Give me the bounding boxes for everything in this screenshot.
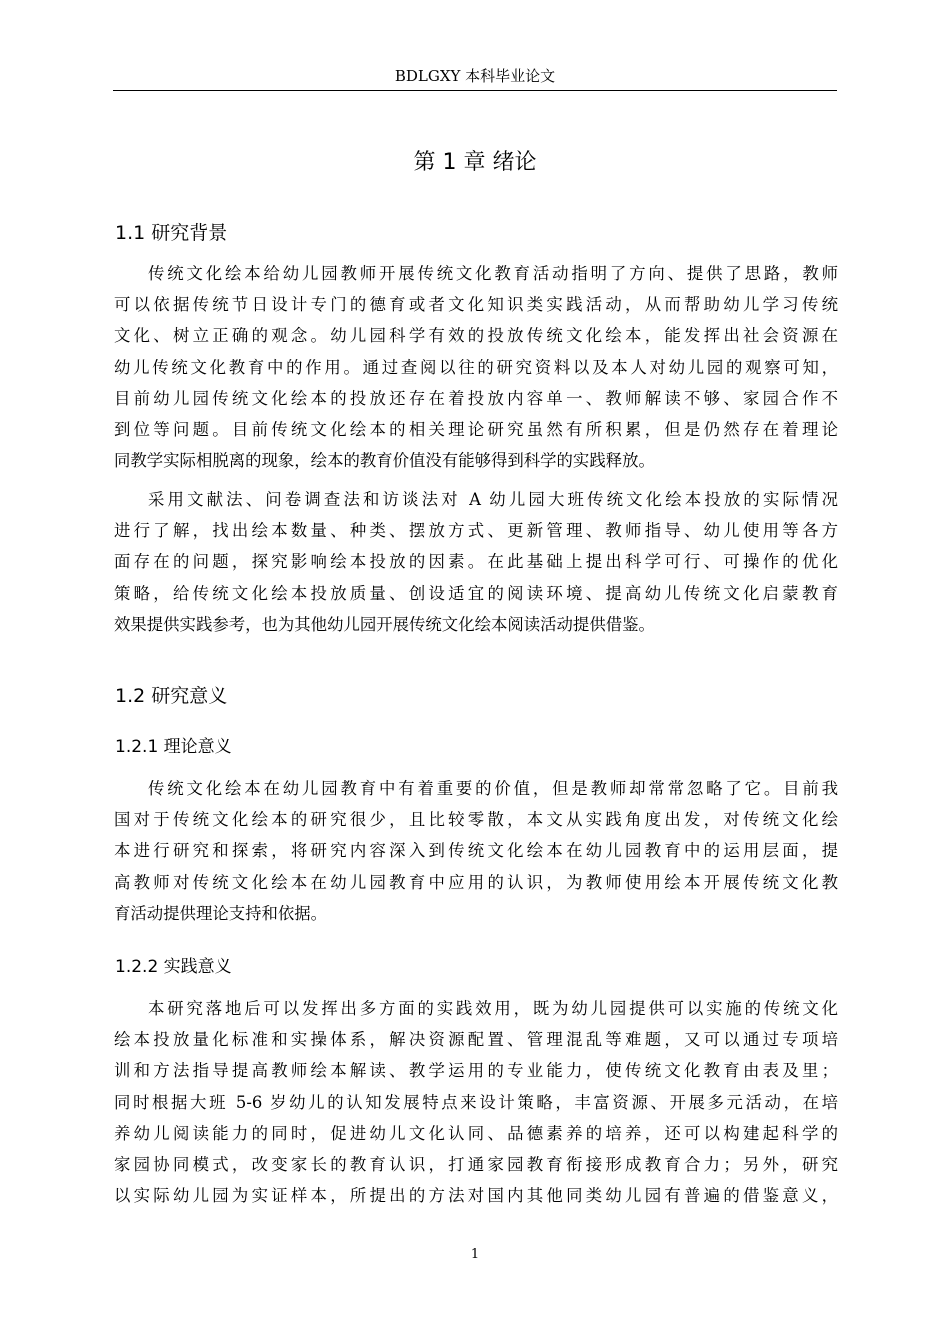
- text-line: 进行了解，找出绘本数量、种类、摆放方式、更新管理、教师指导、幼儿使用等各方: [114, 521, 838, 541]
- text-line: 高教师对传统文化绘本在幼儿园教育中应用的认识，为教师使用绘本开展传统文化教: [114, 872, 838, 892]
- text-line: 本进行研究和探索，将研究内容深入到传统文化绘本在幼儿园教育中的运用层面，提: [114, 841, 838, 861]
- text-line: 家园协同模式，改变家长的教育认识，打通家园教育衔接形成教育合力；另外，研究: [114, 1155, 838, 1175]
- text-line: 训和方法指导提高教师绘本解读、教学运用的专业能力，使传统文化教育由表及里；: [114, 1061, 838, 1081]
- subsection-heading-1-2-2: 1.2.2 实践意义: [115, 957, 232, 977]
- paragraph-1-2-1: [114, 773, 838, 929]
- text-line: 面存在的问题，探究影响绘本投放的因素。在此基础上提出科学可行、可操作的优化: [114, 552, 838, 572]
- header-rule: [113, 90, 837, 91]
- text-line: 本研究落地后可以发挥出多方面的实践效用，既为幼儿园提供可以实施的传统文化: [148, 999, 838, 1018]
- text-line: 可以依据传统节日设计专门的德育或者文化知识类实践活动，从而帮助幼儿学习传统: [114, 295, 838, 315]
- paragraph-1-1-a: [114, 258, 838, 476]
- text-line: 传统文化绘本给幼儿园教师开展传统文化教育活动指明了方向、提供了思路，教师: [148, 264, 838, 283]
- text-line: 文化、树立正确的观念。幼儿园科学有效的投放传统文化绘本，能发挥出社会资源在: [114, 326, 838, 346]
- text-line: 同教学实际相脱离的现象，绘本的教育价值没有能够得到科学的实践释放。: [114, 451, 655, 471]
- text-line: 国对于传统文化绘本的研究很少，且比较零散，本文从实践角度出发，对传统文化绘: [114, 810, 838, 830]
- paragraph-1-2-2: [114, 993, 838, 1211]
- text-line: 育活动提供理论支持和依据。: [114, 903, 328, 923]
- text-line: 以实际幼儿园为实证样本，所提出的方法对国内其他同类幼儿园有普遍的借鉴意义，: [114, 1186, 838, 1206]
- text-line: 绘本投放量化标准和实操体系，解决资源配置、管理混乱等难题，又可以通过专项培: [114, 1030, 838, 1050]
- text-line: 策略，给传统文化绘本投放质量、创设适宜的阅读环境、提高幼儿传统文化启蒙教育: [114, 583, 838, 603]
- text-line: 传统文化绘本在幼儿园教育中有着重要的价值，但是教师却常常忽略了它。目前我: [148, 779, 838, 798]
- section-heading-1-1: 1.1 研究背景: [115, 222, 228, 244]
- text-line: 采用文献法、问卷调查法和访谈法对 A 幼儿园大班传统文化绘本投放的实际情况: [148, 490, 838, 509]
- text-line: 效果提供实践参考，也为其他幼儿园开展传统文化绘本阅读活动提供借鉴。: [114, 614, 655, 634]
- text-line: 同时根据大班 5-6 岁幼儿的认知发展特点来设计策略，丰富资源、开展多元活动，在培: [114, 1092, 838, 1112]
- page-number: 1: [470, 1247, 480, 1262]
- text-line: 目前幼儿园传统文化绘本的投放还存在着投放内容单一、教师解读不够、家园合作不: [114, 388, 838, 408]
- text-line: 到位等问题。目前传统文化绘本的相关理论研究虽然有所积累，但是仍然存在着理论: [114, 420, 838, 440]
- paragraph-1-1-b: [114, 484, 838, 640]
- running-header: BDLGXY 本科毕业论文: [394, 67, 556, 85]
- subsection-heading-1-2-1: 1.2.1 理论意义: [115, 737, 232, 757]
- text-line: 养幼儿阅读能力的同时，促进幼儿文化认同、品德素养的培养，还可以构建起科学的: [114, 1123, 838, 1143]
- text-line: 幼儿传统文化教育中的作用。通过查阅以往的研究资料以及本人对幼儿园的观察可知，: [114, 357, 838, 377]
- section-heading-1-2: 1.2 研究意义: [115, 685, 228, 707]
- chapter-title: 第 1 章 绪论: [413, 150, 537, 175]
